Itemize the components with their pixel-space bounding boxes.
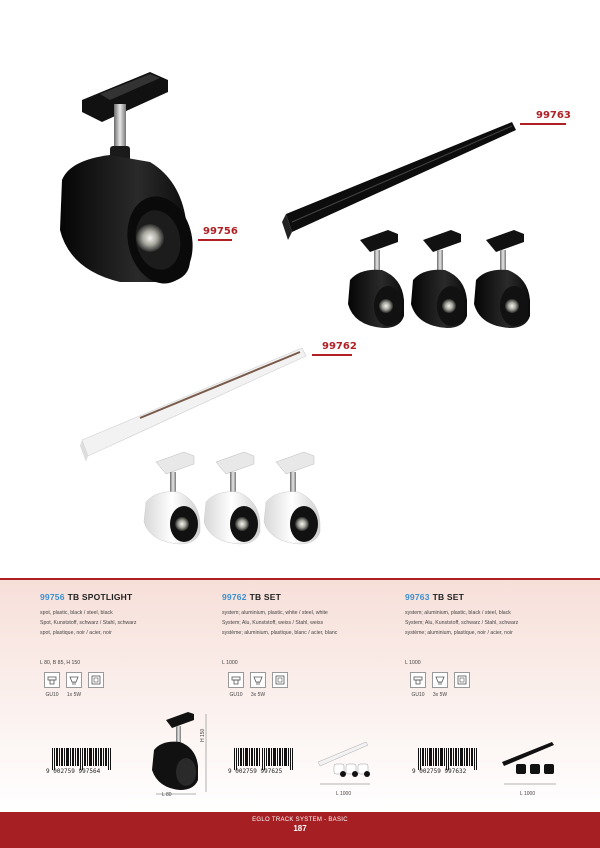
barcode [234, 748, 294, 770]
white-spots-photo [144, 452, 320, 544]
height-dimension: H 150 [200, 728, 206, 742]
page-number: 187 [293, 824, 307, 833]
spec-icon-labels [44, 692, 82, 698]
desc-en: system; aluminium, plastic, black / steel, black [405, 610, 511, 616]
square-frame-icon [272, 672, 288, 688]
product-code: 99756 [40, 592, 65, 602]
product-name: TB SPOTLIGHT [67, 592, 133, 602]
spotlight-dimension-drawing [148, 708, 214, 798]
product-name: TB SET [432, 592, 465, 602]
length-dimension: L 1000 [520, 791, 536, 797]
product-description [222, 608, 392, 638]
socket-label: GU10 [45, 692, 59, 698]
desc-en: system; aluminium, plastic, white / steel, white [222, 610, 328, 616]
catalog-section-title: EGLO TRACK SYSTEM - BASIC [252, 817, 348, 823]
bulb-icon [66, 672, 82, 688]
wattage-label: 1x 5W [66, 692, 82, 698]
product-title [40, 592, 210, 602]
square-frame-icon [88, 672, 104, 688]
spec-icons [410, 672, 470, 688]
callout-underline [312, 354, 352, 356]
white-track-photo [80, 348, 306, 462]
product-title [405, 592, 575, 602]
barcode-number: 9 002759 997625 [228, 768, 283, 775]
spotlight-99756-photo [60, 72, 200, 290]
barcode-number: 9 002759 997632 [412, 768, 467, 775]
bulb-icon [250, 672, 266, 688]
wattage-label: 3x 5W [432, 692, 448, 698]
product-dimensions: L 80, B 85, H 150 [40, 660, 81, 666]
barcode [52, 748, 112, 770]
callout-99756: 99756 [203, 226, 238, 237]
barcode [418, 748, 478, 770]
bulb-icon [432, 672, 448, 688]
product-code: 99762 [222, 592, 247, 602]
desc-fr: spot, plastique, noir / acier, noir [40, 630, 112, 636]
product-dimensions: L 1000 [405, 660, 421, 666]
track-adapter-icon [44, 672, 60, 688]
product-description [40, 608, 210, 638]
white-set-drawing [316, 740, 372, 786]
black-track-photo [282, 122, 516, 240]
black-set-drawing [500, 740, 558, 786]
spec-icon-labels [410, 692, 448, 698]
callout-99762: 99762 [322, 341, 357, 352]
width-dimension: L 80 [162, 792, 172, 798]
desc-de: System; Alu, Kunststoff, weiss / Stahl, weiss [222, 620, 324, 626]
product-title [222, 592, 392, 602]
product-description [405, 608, 575, 638]
black-spots-photo [348, 230, 530, 328]
product-dimensions: L 1000 [222, 660, 238, 666]
desc-fr: système; aluminium, plastique, noir / acier, noir [405, 630, 513, 636]
product-column-99763 [405, 592, 575, 638]
callout-99763: 99763 [536, 110, 571, 121]
barcode-number: 9 002759 997564 [46, 768, 101, 775]
desc-de: System; Alu, Kunststoff, schwarz / Stahl, schwarz [405, 620, 519, 626]
callout-underline [520, 123, 566, 125]
spec-icons [228, 672, 288, 688]
spec-icons [44, 672, 104, 688]
track-adapter-icon [228, 672, 244, 688]
spec-icon-labels [228, 692, 266, 698]
callout-underline [198, 239, 232, 241]
desc-fr: système; aluminium, plastique, blanc / acier, blanc [222, 630, 338, 636]
product-name: TB SET [249, 592, 282, 602]
socket-label: GU10 [229, 692, 243, 698]
desc-de: Spot, Kunststoff, schwarz / Stahl, schwarz [40, 620, 137, 626]
page-footer [0, 812, 600, 848]
square-frame-icon [454, 672, 470, 688]
wattage-label: 3x 5W [250, 692, 266, 698]
product-code: 99763 [405, 592, 430, 602]
length-dimension: L 1000 [336, 791, 352, 797]
product-column-99762 [222, 592, 392, 638]
socket-label: GU10 [411, 692, 425, 698]
track-adapter-icon [410, 672, 426, 688]
desc-en: spot, plastic, black / steel, black [40, 610, 113, 616]
product-column-99756 [40, 592, 210, 638]
